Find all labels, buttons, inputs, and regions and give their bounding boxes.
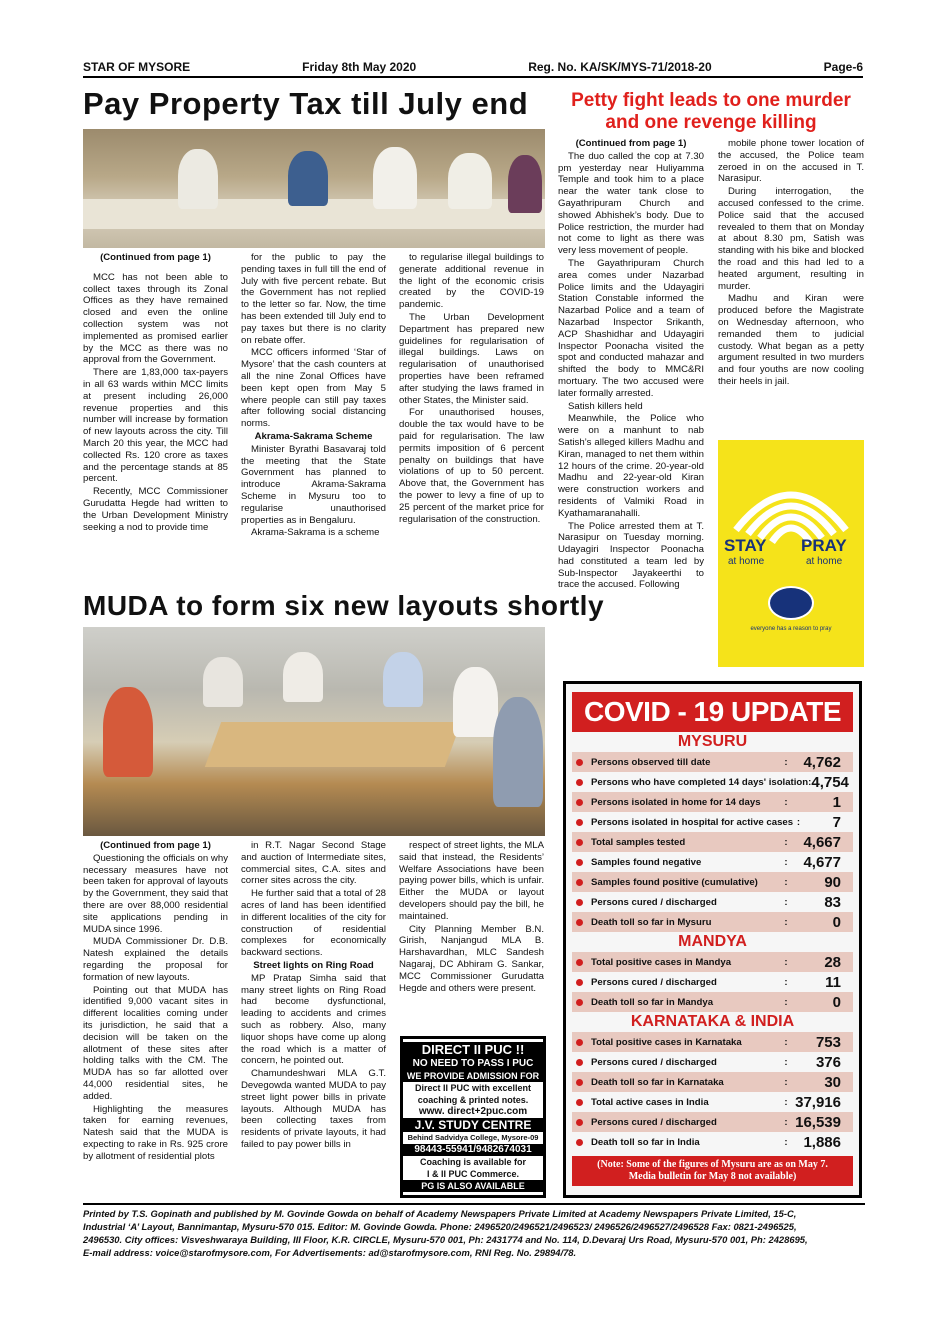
- covid-update-box: [563, 681, 862, 1198]
- colon-separator: :: [784, 796, 788, 808]
- bullet-icon: [576, 819, 583, 826]
- pray-word: PRAY: [801, 536, 847, 555]
- covid-stat-value: 4,667: [803, 833, 841, 851]
- story1-para: There are 1,83,000 tax-payers in all 63 wards within MCC limits at present including 26,000 revenue properties and this number will increase by formation of new layouts across the city. Till March 20 this year, the MCC had collected Rs. 120 crore as taxes and the percentage stands at 85 percent.: [83, 367, 228, 485]
- story1-para: Recently, MCC Commissioner Gurudatta Hegde had written to the Urban Development Ministry seeking a nod to provide time: [83, 486, 228, 533]
- story1-para: Akrama-Sakrama is a scheme: [251, 527, 380, 539]
- covid-stat-label: Death toll so far in Mysuru: [591, 916, 712, 928]
- colon-separator: :: [784, 1076, 788, 1088]
- story2-para: The Gayathripuram Church area comes under Nazarbad Police limits and the Udayagiri Station Constable informed the Nazarbad Police and a team of Nazarbad Inspector Srikanth, ACP Shashidhar and Udayagiri Inspector Poonacha visited the spot and conducted mahazar and shifted the body to MMC&RI mortuary. The two accused were later formally arrested.: [558, 257, 704, 399]
- covid-stat-row: [572, 812, 853, 832]
- covid-stat-row: [572, 892, 853, 912]
- story3-para: Chamundeshwari MLA G.T. Devegowda wanted MUDA to pay street light power bills in private layouts. Although MUDA has been collecting taxes from residents of private layouts, it had failed to pay power bills in: [241, 1068, 386, 1150]
- bullet-icon: [576, 919, 583, 926]
- covid-stat-value: 4,754: [811, 773, 849, 791]
- story2-para: Madhu and Kiran were produced before the Magistrate on Wednesday afternoon, who remanded them to judicial custody. What began as a petty argument resulted in two murders and four youths are now cooling their heels in jail.: [718, 293, 864, 387]
- colon-separator: :: [784, 836, 788, 848]
- stay-ad-tagline: everyone has a reason to pray: [750, 626, 832, 632]
- covid-stat-value: 4,762: [803, 753, 841, 771]
- meeting-photo-2: [83, 627, 545, 836]
- colon-separator: :: [796, 816, 801, 828]
- story1-para: MCC officers informed ‘Star of Mysore’ that the cash counters at all the nine Zonal Offices have been kept open from May 5 where people can still pay taxes after following social distancing norms.: [241, 347, 386, 430]
- bullet-icon: [576, 759, 583, 766]
- covid-stat-value: 376: [815, 1053, 841, 1071]
- puc-ad: [400, 1036, 546, 1198]
- story1-para: Minister Byrathi Basavaraj told the meeting that the State Government has planned to introduce Akrama-Sakrama Scheme in Mysuru too to regularise unauthorised properties as in Bengaluru.: [241, 443, 386, 526]
- story1-subhead: Akrama-Sakrama Scheme: [254, 430, 373, 442]
- covid-note-line: (Note: Some of the figures of Mysuru are as on May 7.: [597, 1159, 828, 1170]
- covid-stat-label: Persons cured / discharged: [591, 896, 717, 908]
- story2-para: The duo called the cop at 7.30 pm yesterday near Huliyamma Temple and took him to a place near the water tank close to Gayathripuram Church and showed Abhishek’s body. Due to Police restriction, the murder had not come to light as there was very less movement of people.: [558, 150, 704, 257]
- story2-para: The Police arrested them at T. Narasipur on Tuesday morning. Udayagiri Inspector Poonacha had constituted a team led by Sub-Inspector Jayakeerthi to trace the accused. Following: [558, 520, 704, 591]
- covid-stat-row: [572, 852, 853, 872]
- covid-note-line: Media bulletin for May 8 not available): [628, 1171, 797, 1182]
- story3-para: City Planning Member B.N. Girish, Nanjangud MLA B. Harshavardhan, MLC Sandesh Nagaraj, DC Abhiram G. Sankar, MCC Commissioner Gurudatta Hegde and others were present.: [399, 923, 544, 994]
- imprint-line: Printed by T.S. Gopinath and published by M. Govinde Gowda on behalf of Academy Newspapers Private Limited at Academy Newspapers Private Limited, 15-C,: [83, 1208, 797, 1219]
- story2-para: During interrogation, the accused confessed to the crime. Police said that the accused revealed to them that on Monday at about 8.30 pm, Satish was standing with his bike and blocked the road and this had led to a heated argument, resulting in murder.: [718, 186, 864, 292]
- covid-stat-value: 0: [832, 913, 841, 931]
- bullet-icon: [576, 1099, 583, 1106]
- covid-stat-row: [572, 1132, 853, 1152]
- bullet-icon: [576, 1139, 583, 1146]
- covid-stat-label: Persons isolated in hospital for active cases: [591, 816, 794, 828]
- paper-name: STAR OF MYSORE: [83, 60, 191, 74]
- story3-para: in R.T. Nagar Second Stage and auction of Intermediate sites, commercial sites, C.A. sites and corner sites across the city.: [241, 840, 386, 887]
- covid-stat-value: 90: [824, 873, 841, 891]
- story1-para: to regularise illegal buildings to generate additional revenue in the light of the economic crisis created by the COVID-19 pandemic.: [399, 252, 544, 311]
- covid-stat-row: [572, 772, 853, 792]
- story2-cont: (Continued from page 1): [575, 138, 687, 149]
- page-number: Page-6: [823, 60, 863, 74]
- colon-separator: :: [808, 776, 812, 788]
- story3-cont: (Continued from page 1): [100, 840, 211, 851]
- covid-stat-value: 16,539: [795, 1113, 841, 1131]
- colon-separator: :: [784, 876, 788, 888]
- puc-phone: 98443-55941/9482674031: [403, 1144, 543, 1156]
- covid-stat-value: 1: [832, 793, 841, 811]
- bullet-icon: [576, 899, 583, 906]
- puc-line: Behind Sadvidya College, Mysore-09: [407, 1133, 539, 1142]
- covid-stat-row: [572, 792, 853, 812]
- logo-emblem: [768, 586, 814, 620]
- imprint-line: E-mail address: voice@starofmysore.com, For Advertisements: ad@starofmysore.com, RNI Reg. No. 29894/78.: [83, 1247, 577, 1258]
- covid-stat-row: [572, 952, 853, 972]
- story1-para: MCC has not been able to collect taxes through its Zonal Offices as they have remained closed and even the online collection system was not implemented as promised earlier by the MCC as there was no approval from the Government.: [83, 271, 228, 366]
- bullet-icon: [576, 779, 583, 786]
- story2-para: Meanwhile, the Police who were on a manhunt to nab Satish’s alleged killers Madhu and Kiran, managed to net them within 12 hours of the crime. 20-year-old Madhu and 22-year-old Kiran were construction workers and residents of Valmiki Road in Kyathamaranahalli.: [558, 413, 704, 519]
- colon-separator: :: [784, 896, 788, 908]
- bullet-icon: [576, 859, 583, 866]
- bullet-icon: [576, 1119, 583, 1126]
- story1-para: for the public to pay the pending taxes in full till the end of July with five percent rebate. But the Government has not replied to the letter so far. Now, the time has been extended till July end to pay taxes but there is no clarity on rebate offer.: [241, 252, 386, 346]
- bullet-icon: [576, 1059, 583, 1066]
- puc-line: I & II PUC Commerce.: [426, 1169, 520, 1179]
- bullet-icon: [576, 799, 583, 806]
- colon-separator: :: [784, 956, 788, 968]
- covid-stat-label: Total positive cases in Mandya: [591, 956, 732, 968]
- story1-para: The Urban Development Department has prepared new guidelines for regularisation of illegal buildings. Laws on regularisation of unauthorised properties have been reframed after studying the laws framed in other States, the Minister said.: [399, 311, 544, 406]
- imprint-footer: [83, 1203, 865, 1259]
- bullet-icon: [576, 959, 583, 966]
- bullet-icon: [576, 879, 583, 886]
- covid-stat-value: 11: [825, 973, 841, 991]
- covid-stat-row: [572, 872, 853, 892]
- mysuru-heading: MYSURU: [677, 733, 748, 750]
- covid-stat-label: Death toll so far in Mandya: [591, 996, 714, 1008]
- covid-stat-value: 0: [832, 993, 841, 1011]
- colon-separator: :: [784, 976, 788, 988]
- covid-stat-row: [572, 1092, 853, 1112]
- story3-headline: MUDA to form six new layouts shortly: [83, 590, 605, 621]
- story3-para: MP Pratap Simha said that many street lights on Ring Road had become dysfunctional, leading to accidents and crimes such as robbery. Also, many liquor shops have come up along the road which is a matter of concern, he pointed out.: [241, 972, 386, 1067]
- colon-separator: :: [784, 996, 788, 1008]
- covid-stat-value: 4,677: [803, 853, 841, 871]
- covid-stat-label: Death toll so far in India: [591, 1136, 700, 1148]
- colon-separator: :: [784, 1136, 788, 1148]
- covid-title: COVID - 19 UPDATE: [572, 692, 853, 732]
- colon-separator: :: [784, 756, 788, 768]
- covid-stat-row: [572, 972, 853, 992]
- puc-line: Direct II PUC with excellent: [414, 1083, 532, 1093]
- covid-stat-value: 7: [832, 813, 841, 831]
- covid-stat-row: [572, 1072, 853, 1092]
- home-word-2: at home: [806, 556, 843, 567]
- covid-stat-row: [572, 832, 853, 852]
- covid-stat-label: Persons observed till date: [591, 756, 711, 768]
- covid-stat-value: 30: [824, 1073, 841, 1091]
- bullet-icon: [576, 1039, 583, 1046]
- page-header: [83, 60, 863, 78]
- covid-note: [572, 1156, 853, 1186]
- covid-stat-row: [572, 1052, 853, 1072]
- bullet-icon: [576, 999, 583, 1006]
- covid-stat-label: Persons cured / discharged: [591, 976, 717, 988]
- puc-website-link[interactable]: www. direct+2puc.com: [418, 1106, 528, 1117]
- covid-stat-label: Samples found negative: [591, 856, 702, 868]
- story3-para: MUDA Commissioner Dr. D.B. Natesh explained the details regarding the proposal for formation of new layouts.: [83, 936, 228, 983]
- covid-stat-label: Persons who have completed 14 days' isolation: [591, 776, 809, 788]
- covid-stat-label: Persons cured / discharged: [591, 1056, 717, 1068]
- bullet-icon: [576, 1079, 583, 1086]
- covid-stat-value: 28: [824, 953, 841, 971]
- covid-stat-value: 1,886: [803, 1133, 841, 1151]
- covid-stat-label: Total active cases in India: [591, 1096, 709, 1108]
- covid-stat-label: Persons isolated in home for 14 days: [591, 796, 761, 808]
- bullet-icon: [576, 979, 583, 986]
- bullet-icon: [576, 839, 583, 846]
- imprint-line: Industrial ‘A’ Layout, Bannimantap, Mysuru-570 015. Editor: M. Govinde Gowda. Phone: 2496520/2496521/2496523/ 2496526/2496527/2496528 Fax: 0821-2496525,: [83, 1221, 797, 1232]
- story1-cont: (Continued from page 1): [100, 252, 211, 263]
- colon-separator: :: [784, 1096, 788, 1108]
- puc-line: PG IS ALSO AVAILABLE: [403, 1180, 543, 1192]
- story2-para: mobile phone tower location of the accused, the Police team zeroed in on the accused in T. Narasipur.: [718, 138, 864, 185]
- colon-separator: :: [784, 1056, 788, 1068]
- colon-separator: :: [784, 1116, 788, 1128]
- story2-subhead: Satish killers held: [568, 400, 643, 412]
- story1-para: For unauthorised houses, double the tax would have to be paid for regularisation. The law permits imposition of 6 percent penalty on buildings that have violations of up to 50 percent. Above that, the Government has the power to levy a fine of up to 25 percent of the market price for regularisation of the construction.: [399, 407, 544, 525]
- puc-line: NO NEED TO PASS I PUC: [403, 1058, 543, 1070]
- colon-separator: :: [784, 856, 788, 868]
- covid-stat-label: Samples found positive (cumulative): [591, 876, 758, 888]
- stay-pray-ad: [718, 440, 864, 667]
- covid-stat-label: Total positive cases in Karnataka: [591, 1036, 742, 1048]
- story3-para: respect of street lights, the MLA said that instead, the Residents’ Welfare Associations have been paying power bills, which is unfair. Either the MUDA or layout developers should pay the bill, he maintained.: [399, 840, 544, 922]
- issue-date: Friday 8th May 2020: [302, 60, 417, 74]
- story2-headline: Petty fight leads to one murder and one revenge killing: [571, 90, 851, 133]
- mandya-heading: MANDYA: [678, 933, 747, 950]
- stay-word: STAY: [724, 536, 767, 555]
- covid-stat-value: 753: [815, 1033, 841, 1051]
- karnataka-india-heading: KARNATAKA & INDIA: [630, 1013, 795, 1030]
- covid-stat-value: 83: [824, 893, 841, 911]
- puc-line: DIRECT II PUC !!: [403, 1042, 543, 1058]
- covid-stat-label: Total samples tested: [591, 836, 686, 848]
- story3-para: Highlighting the measures taken for earning revenues, Natesh said that the MUDA is expecting to rake in Rs. 925 crore by allotment of residential plots: [83, 1103, 228, 1162]
- story3-para: Pointing out that MUDA has identified 9,000 vacant sites in different localities coming under its jurisdiction, he said that a decision will be taken on the allotment of these sites after holding talks with the CM. The MUDA has so far allotted over 44,000 residential sites, he added.: [83, 984, 228, 1102]
- colon-separator: :: [784, 1036, 788, 1048]
- meeting-photo-1: [83, 129, 545, 248]
- covid-stat-label: Persons cured / discharged: [591, 1116, 717, 1128]
- imprint-line: 2496530. City offices: Visveshwaraya Building, III Floor, K.R. CIRCLE, Mysuru-570 001, Ph: 2431774 and No. 114, D.Devaraj Urs Road, Mysuru-570 001, Ph: 2428695,: [83, 1234, 808, 1245]
- colon-separator: :: [784, 916, 788, 928]
- puc-line: coaching & printed notes.: [417, 1095, 529, 1105]
- puc-line: J.V. STUDY CENTRE: [403, 1118, 543, 1132]
- covid-stat-row: [572, 912, 853, 932]
- covid-stat-row: [572, 1112, 853, 1132]
- covid-stat-row: [572, 752, 853, 772]
- covid-stat-row: [572, 992, 853, 1012]
- reg-number: Reg. No. KA/SK/MYS-71/2018-20: [528, 60, 712, 74]
- puc-line: WE PROVIDE ADMISSION FOR: [403, 1070, 543, 1082]
- story3-para: Questioning the officials on why necessary measures have not been taken for approval of layouts by the Government, they said that there are over 88,000 residential site applications pending in MUDA since 1996.: [83, 852, 228, 935]
- puc-line: Coaching is available for: [419, 1157, 527, 1167]
- covid-stat-value: 37,916: [795, 1093, 841, 1111]
- story3-para: He further said that a total of 28 acres of land has been identified in different localities of the city for construction of residential complexes for economically backward sections.: [241, 888, 386, 959]
- covid-stat-row: [572, 1032, 853, 1052]
- story1-headline: Pay Property Tax till July end: [83, 86, 529, 121]
- story3-subhead: Street lights on Ring Road: [253, 959, 374, 971]
- home-word-1: at home: [728, 556, 765, 567]
- covid-stat-label: Death toll so far in Karnataka: [591, 1076, 724, 1088]
